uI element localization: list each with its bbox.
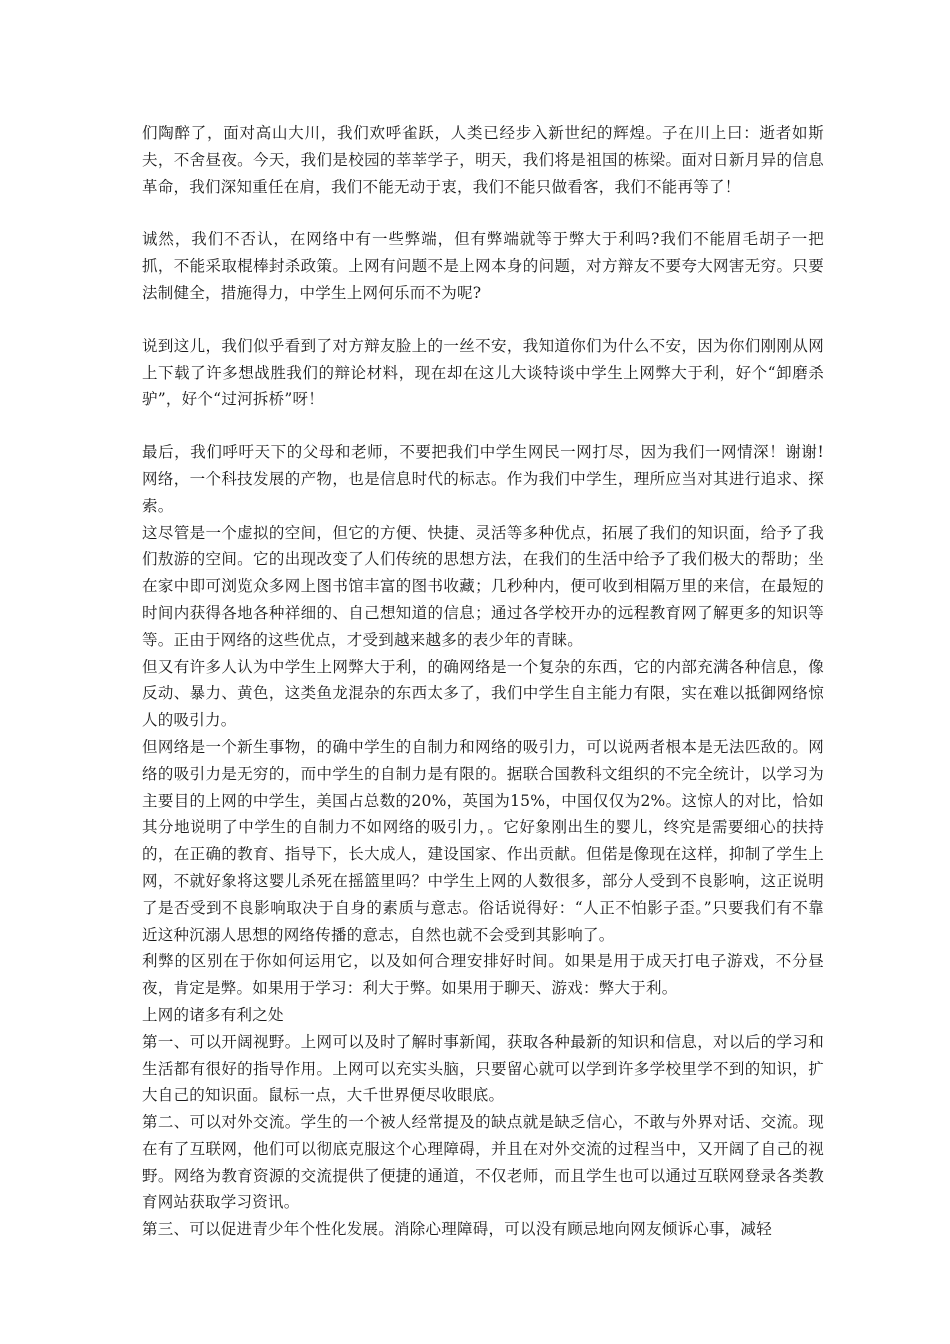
paragraph-3: 说到这儿，我们似乎看到了对方辩友脸上的一丝不安，我知道你们为什么不安，因为你们刚刚从网上下载了许多想战胜我们的辩论材料，现在却在这儿大谈特谈中学生上网弊大于利，好个“卸磨杀驴”，好个“过河拆桥”呀！ [142,336,824,409]
paragraph-gap [142,413,824,439]
paragraph-gap [142,307,824,333]
section-heading: 上网的诸多有利之处 [142,1005,284,1024]
paragraph-8: 利弊的区别在于你如何运用它，以及如何合理安排好时间。如果是用于成天打电子游戏，不分昼夜，肯定是弊。如果用于学习：利大于弊。如果用于聊天、游戏：弊大于利。 [142,952,824,998]
paragraph-10: 第二、可以对外交流。学生的一个被人经常提及的缺点就是缺乏信心，不敢与外界对话、交流。现在有了互联网，他们可以彻底克服这个心理障碍，并且在对外交流的过程当中，又开阔了自己的视野。网络为教育资源的交流提供了便捷的通道，不仅老师，而且学生也可以通过互联网登录各类教育网站获取学习资讯。 [142,1113,824,1212]
paragraph-11: 第三、可以促进青少年个性化发展。消除心理障碍，可以没有顾忌地向网友倾诉心事，减轻 [142,1220,773,1239]
document-body [142,120,824,1243]
paragraph-gap [142,200,824,226]
paragraph-2: 诚然，我们不否认，在网络中有一些弊端，但有弊端就等于弊大于利吗?我们不能眉毛胡子一把抓，不能采取棍棒封杀政策。上网有问题不是上网本身的问题，对方辩友不要夸大网害无穷。只要法制健全，措施得力，中学生上网何乐而不为呢? [142,230,824,302]
paragraph-1: 们陶醉了，面对高山大川，我们欢呼雀跃，人类已经步入新世纪的辉煌。子在川上曰：逝者如斯夫，不舍昼夜。今天，我们是校园的莘莘学子，明天，我们将是祖国的栋梁。面对日新月异的信息革命，我们深知重任在肩，我们不能无动于衷，我们不能只做看客，我们不能再等了！ [142,124,824,196]
paragraph-4: 最后，我们呼吁天下的父母和老师，不要把我们中学生网民一网打尽，因为我们一网情深！谢谢!网络，一个科技发展的产物，也是信息时代的标志。作为我们中学生，理所应当对其进行追求、探索。 [142,443,824,515]
paragraph-6: 但又有许多人认为中学生上网弊大于利，的确网络是一个复杂的东西，它的内部充满各种信息，像反动、暴力、黄色，这类鱼龙混杂的东西太多了，我们中学生自主能力有限，实在难以抵御网络惊人的吸引力。 [142,657,824,730]
paragraph-5: 这尽管是一个虚拟的空间，但它的方便、快捷、灵活等多种优点，拓展了我们的知识面，给予了我们敖游的空间。它的出现改变了人们传统的思想方法，在我们的生活中给予了我们极大的帮助；坐在家中即可浏览众多网上图书馆丰富的图书收藏；几秒种内，便可收到相隔万里的来信，在最短的时间内获得各地各种祥细的、自己想知道的信息；通过各学校开办的远程教育网了解更多的知识等等。正由于网络的这些优点，才受到越来越多的表少年的青睐。 [142,523,824,649]
paragraph-7: 但网络是一个新生事物，的确中学生的自制力和网络的吸引力，可以说两者根本是无法匹敌的。网络的吸引力是无穷的，而中学生的自制力是有限的。据联合国教科文组织的不完全统计，以学习为主要目的上网的中学生，美国占总数的20%，英国为15%，中国仅仅为2%。这惊人的对比，恰如其分地说明了中学生的自制力不如网络的吸引力，。它好象刚出生的婴儿，终究是需要细心的扶持的，在正确的教育、指导下，长大成人，建设国家、作出贡献。但偌是像现在这样，抑制了学生上网，不就好象将这婴儿杀死在摇篮里吗？中学生上网的人数很多，部分人受到不良影响，这正说明了是否受到不良影响取决于自身的素质与意志。俗话说得好：“人正不怕影子歪。”只要我们有不靠近这种沉溺人思想的网络传播的意志，自然也就不会受到其影响了。 [142,737,824,944]
paragraph-9: 第一、可以开阔视野。上网可以及时了解时事新闻，获取各种最新的知识和信息，对以后的学习和生活都有很好的指导作用。上网可以充实头脑，只要留心就可以学到许多学校里学不到的知识，扩大自己的知识面。鼠标一点，大千世界便尽收眼底。 [142,1032,824,1105]
